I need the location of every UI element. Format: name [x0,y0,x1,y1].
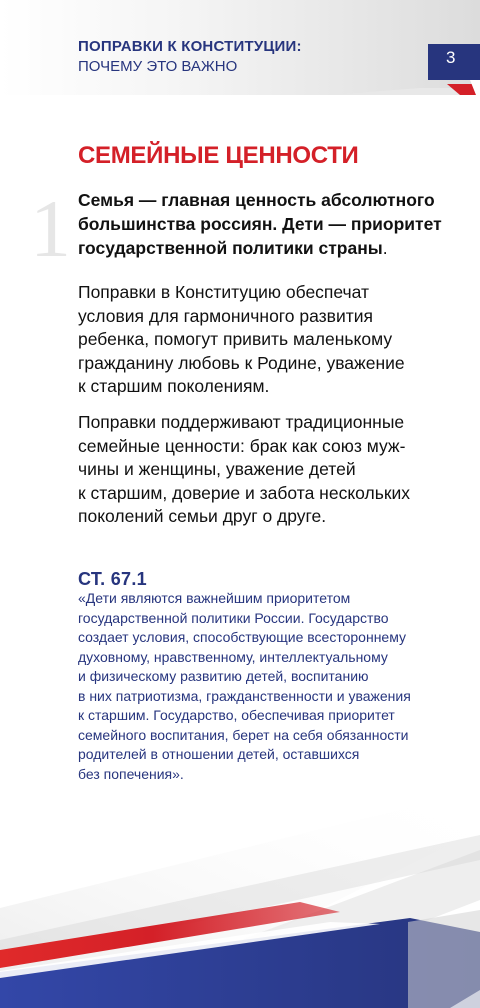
lead-line-text: государственной политики страны [78,238,383,258]
header-title: ПОПРАВКИ К КОНСТИТУЦИИ: [78,38,302,55]
article-quote [78,589,468,784]
quote-line: духовному, нравственному, интеллектуальному [78,648,388,665]
paragraph-line: к старшим поколениям. [78,376,270,396]
lead-line: большинства россиян. Дети — приоритет [78,214,442,234]
paragraph-line: ребенка, помогут привить маленькому [78,329,393,349]
quote-line: родителей в отношении детей, оставшихся [78,746,360,762]
paragraph-line: Поправки поддерживают традиционные [78,412,405,432]
lead-line: Семья — главная ценность абсолютного [78,190,435,210]
paragraph-line: семейные ценности: брак как союз муж- [78,435,406,456]
paragraph-line: чины и женщины, уважение детей [78,459,356,479]
paragraph-line: условия для гармоничного развития [78,305,374,326]
quote-line: «Дети являются важнейшим приоритетом [78,590,351,606]
page-header [0,0,480,95]
paragraph-line: гражданину любовь к Родине, уважение [78,352,405,373]
quote-line: семейного воспитания, берет на себя обязанности [78,726,409,743]
quote-line: и физическому развитию детей, воспитанию [78,668,369,684]
quote-line: в них патриотизма, гражданственности и уважения [78,687,411,704]
paragraph-values [78,411,468,529]
page-number: 3 [446,48,456,67]
quote-line: государственной политики России. Государство [78,609,389,626]
quote-line: создает условия, способствующие всестороннему [78,629,406,645]
lead-line-last [78,236,468,260]
flag-ribbon-footer [0,790,480,1008]
paragraph-line: Поправки в Конституцию обеспечат [78,282,370,302]
quote-line: без попечения». [78,765,184,782]
lead-statement [78,188,468,260]
section-title: СЕМЕЙНЫЕ ЦЕННОСТИ [78,142,359,169]
paragraph-conditions [78,281,468,399]
lead-period: . [382,238,388,258]
section-number: 1 [30,183,71,274]
header-subtitle: ПОЧЕМУ ЭТО ВАЖНО [78,58,238,75]
article-label: СТ. 67.1 [78,569,147,589]
paragraph-line: к старшим, доверие и забота нескольких [78,482,411,503]
quote-line: к старшим. Государство, обеспечивая приоритет [78,707,395,723]
paragraph-line: поколений семьи друг о друге. [78,506,327,526]
